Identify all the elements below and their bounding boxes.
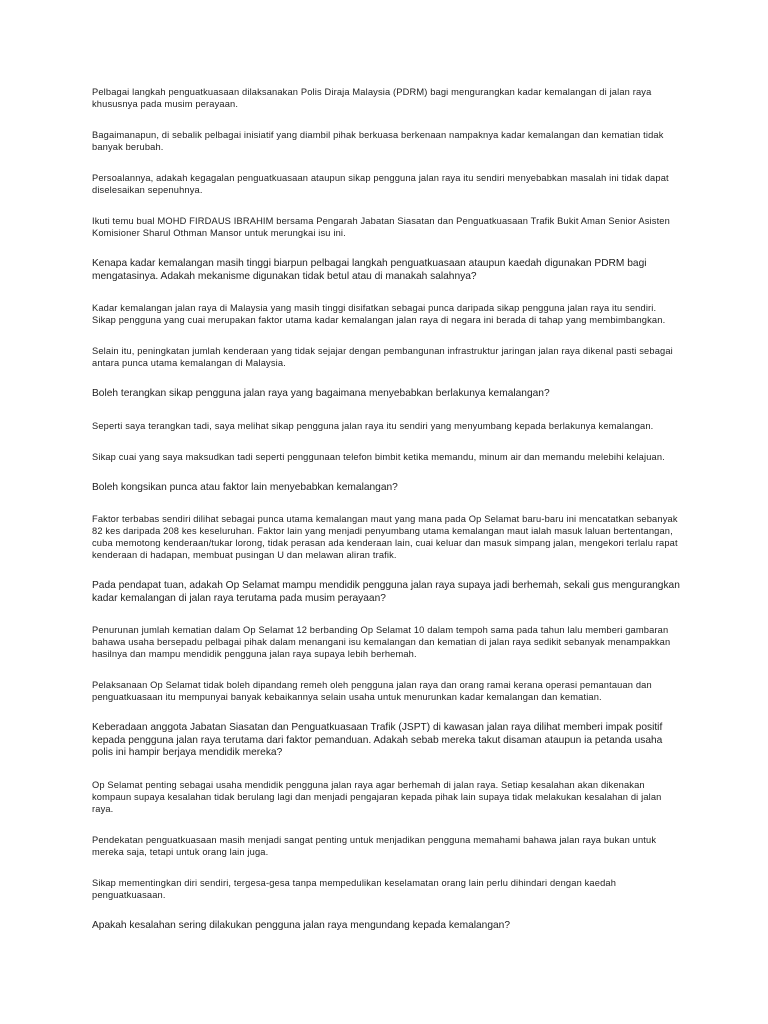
interview-answer: Penurunan jumlah kematian dalam Op Selamat 12 berbanding Op Selamat 10 dalam tempoh sama pada tahun lalu memberi gambaran bahawa usaha bersepadu pelbagai pihak dalam menangani isu kemalangan dan kematian di jalan raya sedikit sebanyak menampakkan hasilnya dan mampu mendidik pengguna jalan raya supaya lebih berhemah. [92, 625, 671, 659]
interview-answer: Seperti saya terangkan tadi, saya melihat sikap pengguna jalan raya itu sendiri yang menyumbang kepada berlakunya kemalangan. [92, 420, 654, 431]
paragraph-interview-intro: Ikuti temu bual MOHD FIRDAUS IBRAHIM bersama Pengarah Jabatan Siasatan dan Penguatkuasaan Trafik Bukit Aman Senior Asisten Komisioner Sharul Othman Mansor untuk merungkai isu ini. [92, 216, 670, 238]
paragraph-body: Persoalannya, adakah kegagalan penguatkuasaan ataupun sikap pengguna jalan raya itu sendiri menyebabkan masalah ini tidak dapat diselesaikan sepenuhnya. [92, 173, 669, 195]
interview-question: Pada pendapat tuan, adakah Op Selamat mampu mendidik pengguna jalan raya supaya jadi berhemah, sekali gus mengurangkan kadar kemalangan di jalan raya terutama pada musim perayaan? [92, 580, 680, 604]
interview-answer: Kadar kemalangan jalan raya di Malaysia yang masih tinggi disifatkan sebagai punca daripada sikap pengguna jalan raya itu sendiri. Sikap pengguna yang cuai merupakan faktor utama kadar kemalangan jalan raya di negara ini berada di tahap yang membimbangkan. [92, 303, 666, 325]
interview-answer: Pendekatan penguatkuasaan masih menjadi sangat penting untuk menjadikan pengguna memahami bahawa jalan raya bukan untuk mereka saja, tetapi untuk orang lain juga. [92, 834, 657, 857]
interview-answer: Selain itu, peningkatan jumlah kenderaan yang tidak sejajar dengan pembangunan infrastruktur jaringan jalan raya dikenal pasti sebagai antara punca utama kemalangan di Malaysia. [92, 346, 673, 368]
interview-question: Keberadaan anggota Jabatan Siasatan dan Penguatkuasaan Trafik (JSPT) di kawasan jalan raya dilihat memberi impak positif kepada pengguna jalan raya terutama dari faktor pemanduan. Adakah sebab mereka takut disaman ataupun ia petanda usaha polis ini hampir berjaya mendidik mereka? [92, 722, 663, 758]
paragraph-body: Bagaimanapun, di sebalik pelbagai inisiatif yang diambil pihak berkuasa berkenaan nampaknya kadar kemalangan dan kematian tidak banyak berubah. [92, 130, 664, 152]
interview-answer: Pelaksanaan Op Selamat tidak boleh dipandang remeh oleh pengguna jalan raya dan orang ramai kerana operasi pemantauan dan penguatkuasaan itu mempunyai banyak kebaikannya selain usaha untuk menurunkan kadar kemalangan dan kematian. [92, 680, 652, 702]
interview-question: Boleh terangkan sikap pengguna jalan raya yang bagaimana menyebabkan berlakunya kemalangan? [92, 388, 550, 399]
interview-question: Boleh kongsikan punca atau faktor lain menyebabkan kemalangan? [92, 481, 398, 493]
interview-answer: Op Selamat penting sebagai usaha mendidik pengguna jalan raya agar berhemah di jalan raya. Setiap kesalahan akan dikenakan kompaun supaya kesalahan tidak berulang lagi dan menjadi pengajaran kepada pihak lain supaya tidak melakukan kesalahan di jalan raya. [92, 779, 662, 814]
interview-question: Apakah kesalahan sering dilakukan pengguna jalan raya mengundang kepada kemalangan? [92, 919, 511, 931]
interview-answer: Sikap mementingkan diri sendiri, tergesa-gesa tanpa mempedulikan keselamatan orang lain perlu dihindari dengan kaedah penguatkuasaan. [92, 877, 617, 900]
document-page [92, 86, 682, 951]
interview-answer: Sikap cuai yang saya maksudkan tadi seperti penggunaan telefon bimbit ketika memandu, minum air dan memandu melebihi kelajuan. [92, 451, 665, 462]
interview-question: Kenapa kadar kemalangan masih tinggi biarpun pelbagai langkah penguatkuasaan ataupun kaedah digunakan PDRM bagi mengatasinya. Adakah mekanisme digunakan tidak betul atau di manakah salahnya? [92, 258, 647, 282]
paragraph-intro: Pelbagai langkah penguatkuasaan dilaksanakan Polis Diraja Malaysia (PDRM) bagi mengurangkan kadar kemalangan di jalan raya khususnya pada musim perayaan. [92, 87, 652, 109]
interview-answer: Faktor terbabas sendiri dilihat sebagai punca utama kemalangan maut yang mana pada Op Selamat baru-baru ini mencatatkan sebanyak 82 kes daripada 208 kes keseluruhan. Faktor lain yang menjadi penyumbang utama kemalangan maut ialah masuk laluan bertentangan, cuba memotong kenderaan/tukar lorong, tidak perasan ada kenderaan lain, cuai keluar dan masuk simpang jalan, mengekori terlalu rapat kenderaan di hadapan, membuat pusingan U dan melawan aliran trafik. [92, 514, 678, 560]
